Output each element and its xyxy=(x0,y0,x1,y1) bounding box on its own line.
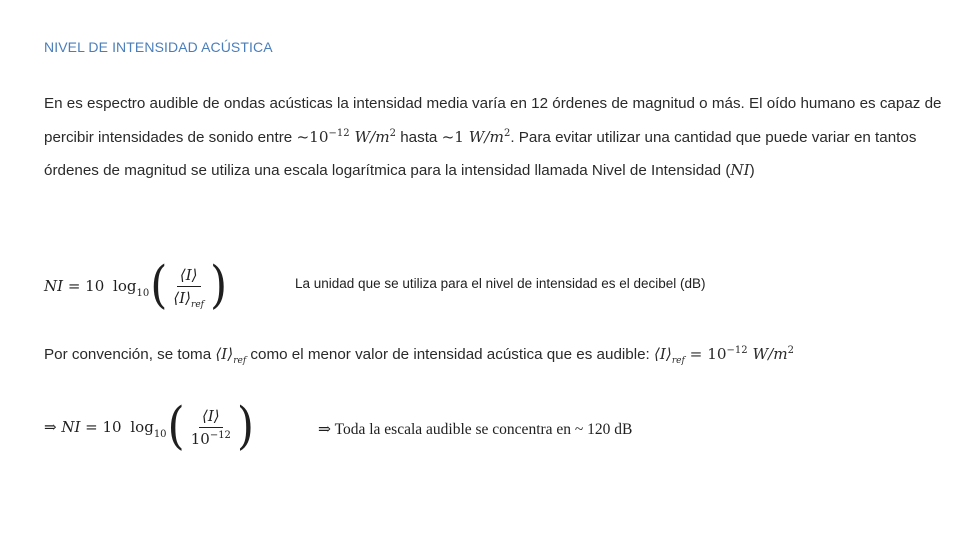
conv-text-1: Por convención, se toma xyxy=(44,346,216,363)
eq1-denominator: $⟨I⟩_{ref}$ xyxy=(173,288,204,310)
intensity-level-formula-reduced xyxy=(44,397,255,456)
intro-paragraph xyxy=(44,88,954,188)
unit-note: La unidad que se utiliza para el nivel de intensidad es el decibel (dB) xyxy=(295,276,706,291)
eq2-right-paren: ) xyxy=(236,397,255,456)
eq1-equals: = 10 xyxy=(63,277,110,295)
eq1-log: $\log_{10}$ xyxy=(113,277,150,299)
conclusion: ⇒ Toda la escala audible se concentra en ~ 120 dB xyxy=(318,421,633,438)
page-title: NIVEL DE INTENSIDAD ACÚSTICA xyxy=(44,39,273,55)
eq1-left-paren: ( xyxy=(150,256,168,315)
conv-symbol: $⟨I⟩_{ref}$ xyxy=(215,345,247,366)
intro-text-2: . Para evitar utilizar una cantidad que puede variar en tantos órdenes de magnitud se utiliza una escala logarítmica para la intensidad llamada Nivel de Intensidad ( xyxy=(44,128,917,179)
eq2-left-paren: ( xyxy=(167,397,185,456)
min-intensity: $\sim 10^{-12}$ $W/m^2$ xyxy=(296,127,396,146)
eq1-numerator: ⟨I⟩ xyxy=(177,266,201,287)
eq1-fraction xyxy=(170,265,207,310)
eq2-arrow: ⇒ xyxy=(44,418,62,436)
intensity-level-formula xyxy=(44,258,228,314)
intro-text-3: ) xyxy=(749,162,755,179)
eq2-equals: = 10 xyxy=(80,418,127,436)
intro-between: hasta xyxy=(395,128,442,146)
eq2-lhs: NI xyxy=(61,418,81,436)
conv-text-2: como el menor valor de intensidad acústica que es audible: xyxy=(246,346,654,363)
max-intensity: ~1 $W/m^2$ xyxy=(441,127,511,146)
eq2-log: $\log_{10}$ xyxy=(130,418,167,440)
eq2-denominator: $10^{-12}$ xyxy=(190,429,231,448)
eq2-fraction xyxy=(188,407,234,448)
intro-text-1: En es espectro audible de ondas acústicas la intensidad media varía en 12 órdenes de magnitud o más. El oído humano es capaz de percibir intensidades de sonido entre xyxy=(44,95,942,146)
ni-abbreviation: NI xyxy=(730,161,750,179)
eq2-numerator: ⟨I⟩ xyxy=(199,407,223,428)
convention-line xyxy=(44,338,944,371)
reference-intensity: $⟨I⟩_{ref} = 10^{-12}$ $W/m^2$ xyxy=(653,345,794,366)
eq1-lhs: NI xyxy=(44,277,64,295)
eq1-right-paren: ) xyxy=(209,256,228,315)
